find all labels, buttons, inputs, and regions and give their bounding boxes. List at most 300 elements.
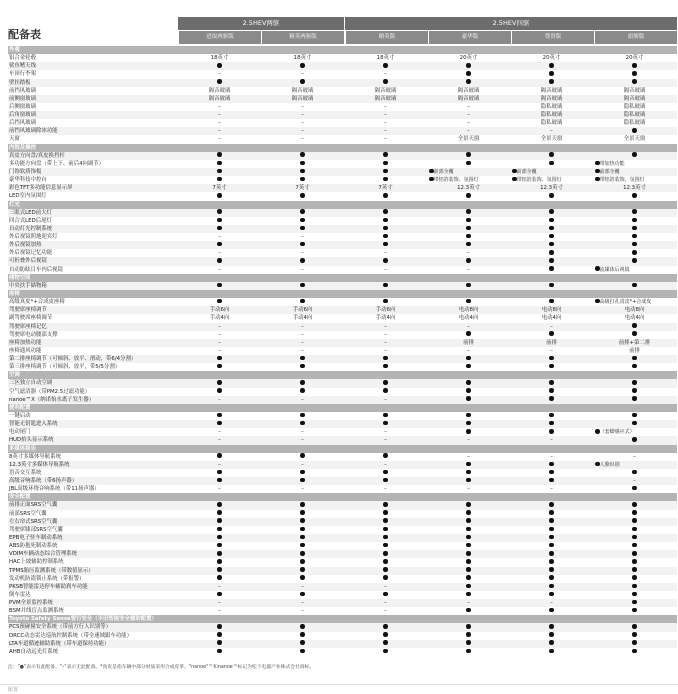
feature-label: 空气滤清器（带PM2.5过滤功能） <box>9 388 91 395</box>
table-cell: – <box>384 339 387 346</box>
table-cell <box>427 298 510 306</box>
table-cell: – <box>301 600 304 607</box>
table-cell <box>178 591 261 599</box>
feature-label: PVM全景监控系统 <box>9 600 53 607</box>
table-cell <box>427 160 510 168</box>
section-header-row <box>8 274 677 282</box>
bullet-icon <box>466 527 471 532</box>
table-cell: 隐私玻璃 <box>540 120 563 127</box>
table-cell <box>344 640 427 648</box>
table-cell <box>178 518 261 526</box>
bullet-icon <box>383 226 388 231</box>
table-cell <box>178 501 261 509</box>
table-cell <box>344 388 427 396</box>
table-cell <box>178 363 261 371</box>
table-cell <box>261 62 344 70</box>
bullet-icon <box>549 584 554 589</box>
table-cell <box>344 526 427 534</box>
table-cell: – <box>301 347 304 354</box>
table-row <box>8 168 677 176</box>
table-row <box>8 453 677 461</box>
table-cell <box>427 461 510 469</box>
table-cell: 隐私玻璃 <box>623 103 646 110</box>
section-header-row <box>8 493 677 501</box>
bullet-icon <box>217 543 222 548</box>
bullet-icon <box>383 177 388 182</box>
table-cell <box>178 168 261 176</box>
table-cell <box>344 282 427 290</box>
feature-label: TPMS胎压监测系统（带数值显示） <box>9 567 94 574</box>
bullet-icon <box>466 584 471 589</box>
section-label: 储物空间 <box>9 274 31 281</box>
cell-text: 带铝箔装饰、氛围灯 <box>516 177 562 184</box>
bullet-icon <box>549 575 554 580</box>
feature-label: HAC上坡辅助控制系统 <box>9 559 64 566</box>
table-cell <box>178 412 261 420</box>
table-cell: – <box>384 266 387 273</box>
table-row <box>8 526 677 534</box>
bullet-icon <box>217 63 222 68</box>
table-row <box>8 648 677 656</box>
table-cell <box>593 591 676 599</box>
bullet-icon <box>300 632 305 637</box>
bullet-icon <box>549 299 554 304</box>
table-cell <box>593 396 676 404</box>
table-cell <box>178 526 261 534</box>
bullet-icon <box>466 209 471 214</box>
table-cell <box>427 152 510 160</box>
bullet-icon <box>632 331 637 336</box>
table-cell <box>593 298 676 306</box>
table-cell <box>427 396 510 404</box>
bullet-icon <box>300 388 305 393</box>
table-cell <box>261 363 344 371</box>
table-cell <box>510 209 593 217</box>
table-cell <box>261 501 344 509</box>
table-row <box>8 388 677 396</box>
table-cell <box>593 388 676 396</box>
bullet-icon <box>300 79 305 84</box>
table-cell: – <box>384 128 387 135</box>
table-cell <box>427 176 510 184</box>
table-cell <box>510 412 593 420</box>
table-row <box>8 550 677 558</box>
table-cell <box>593 567 676 575</box>
table-row <box>8 477 677 485</box>
table-cell <box>593 176 676 184</box>
table-cell <box>593 640 676 648</box>
feature-label: 第三排座椅调节（可倾斜、放平，带5/5分割） <box>9 364 121 371</box>
table-cell: – <box>301 437 304 444</box>
feature-label: 驾驶席膝部SRS空气囊 <box>9 526 63 533</box>
bullet-icon <box>300 478 305 483</box>
bullet-icon <box>549 478 554 483</box>
table-cell <box>261 648 344 656</box>
bullet-icon <box>549 283 554 288</box>
table-cell <box>261 282 344 290</box>
table-cell <box>510 575 593 583</box>
table-cell <box>261 225 344 233</box>
table-row <box>8 160 677 168</box>
bullet-icon <box>466 226 471 231</box>
bullet-icon <box>632 608 637 613</box>
bullet-icon <box>300 218 305 223</box>
table-cell <box>593 558 676 566</box>
bullet-icon <box>632 388 637 393</box>
table-cell <box>344 575 427 583</box>
table-cell <box>593 461 676 469</box>
table-cell <box>427 355 510 363</box>
bullet-icon <box>383 470 388 475</box>
bullet-icon <box>466 242 471 247</box>
table-row <box>8 347 677 355</box>
bullet-icon <box>300 575 305 580</box>
table-cell <box>261 591 344 599</box>
bullet-icon <box>549 413 554 418</box>
table-cell: 隔音玻璃 <box>457 95 480 102</box>
table-cell <box>593 485 676 493</box>
bullet-icon <box>300 169 305 174</box>
table-cell <box>344 257 427 265</box>
bullet-icon <box>549 364 554 369</box>
table-cell <box>593 249 676 257</box>
feature-label: 前挡风玻璃除冰功能 <box>9 128 58 135</box>
table-cell <box>593 127 676 135</box>
bullet-icon <box>300 551 305 556</box>
table-cell <box>593 233 676 241</box>
feature-label: PKSB智能雷达停车辅助刹车功能 <box>9 583 88 590</box>
table-cell: – <box>384 136 387 143</box>
bullet-icon <box>466 502 471 507</box>
bullet-icon <box>300 510 305 515</box>
table-cell <box>510 420 593 428</box>
table-cell <box>427 567 510 575</box>
bullet-icon <box>549 266 554 271</box>
feature-label: HUD抬头显示系统 <box>9 437 54 444</box>
bullet-icon <box>217 218 222 223</box>
table-cell <box>593 510 676 518</box>
table-cell: 隐私玻璃 <box>540 112 563 119</box>
table-cell: – <box>384 486 387 493</box>
table-cell: 20英寸 <box>625 55 644 62</box>
feature-label: LED室内氛围灯 <box>9 193 47 200</box>
table-cell <box>427 217 510 225</box>
bullet-icon <box>632 250 637 255</box>
table-cell: – <box>301 103 304 110</box>
table-cell: 手动4向 <box>292 315 313 322</box>
bullet-icon <box>632 559 637 564</box>
table-cell <box>178 575 261 583</box>
table-cell <box>178 79 261 87</box>
table-cell <box>427 225 510 233</box>
feature-label: 铝合金轮毂 <box>9 55 36 62</box>
table-cell: 7英寸 <box>378 185 393 192</box>
bullet-icon <box>549 518 554 523</box>
bullet-icon <box>466 510 471 515</box>
bullet-icon <box>300 63 305 68</box>
table-cell: 18英寸 <box>210 55 229 62</box>
table-cell <box>510 266 593 274</box>
bullet-icon <box>632 640 637 645</box>
table-cell: 隔音玻璃 <box>623 95 646 102</box>
table-cell <box>427 363 510 371</box>
feature-label: 驾驶席电动腰部支撑 <box>9 331 58 338</box>
table-cell <box>510 70 593 78</box>
cell-text: 人脸识别 <box>599 461 620 468</box>
table-cell: – <box>633 478 636 485</box>
table-cell: – <box>384 608 387 615</box>
table-cell <box>593 363 676 371</box>
variant-header: 精英版 <box>345 31 428 44</box>
table-cell <box>261 477 344 485</box>
table-cell <box>344 225 427 233</box>
bullet-icon <box>549 502 554 507</box>
table-row <box>8 518 677 526</box>
table-cell <box>427 209 510 217</box>
table-cell: – <box>218 120 221 127</box>
bullet-icon <box>549 535 554 540</box>
table-cell <box>261 575 344 583</box>
table-row <box>8 257 677 265</box>
table-cell <box>344 62 427 70</box>
table-cell <box>344 623 427 631</box>
table-cell <box>510 542 593 550</box>
table-row <box>8 412 677 420</box>
bullet-icon <box>300 502 305 507</box>
table-cell <box>261 241 344 249</box>
table-header <box>178 17 677 45</box>
table-cell: – <box>467 323 470 330</box>
table-cell <box>510 282 593 290</box>
table-cell: – <box>467 453 470 460</box>
table-row <box>8 623 677 631</box>
table-cell <box>178 640 261 648</box>
bullet-icon <box>217 518 222 523</box>
bullet-icon <box>466 429 471 434</box>
bullet-icon <box>217 177 222 182</box>
bullet-icon <box>549 396 554 401</box>
table-cell <box>178 469 261 477</box>
bullet-icon <box>300 193 305 198</box>
feature-label: 豪华科技中控台 <box>9 177 47 184</box>
table-cell: 隔音玻璃 <box>374 95 397 102</box>
table-cell <box>178 388 261 396</box>
table-cell <box>178 623 261 631</box>
table-cell <box>178 477 261 485</box>
table-row <box>8 111 677 119</box>
table-cell <box>427 477 510 485</box>
feature-label: 倒车雷达 <box>9 591 31 598</box>
table-cell: 全景天窗 <box>623 136 646 143</box>
table-cell <box>510 558 593 566</box>
table-row <box>8 225 677 233</box>
cell-text: 前部全覆 <box>433 169 454 175</box>
table-cell <box>427 607 510 615</box>
feature-label: 外后视镜记忆功能 <box>9 250 53 257</box>
table-cell <box>593 160 676 168</box>
table-cell: – <box>218 437 221 444</box>
bullet-icon <box>383 209 388 214</box>
section-label: 空调 <box>9 372 20 379</box>
table-cell: – <box>218 128 221 135</box>
table-cell <box>510 225 593 233</box>
feature-label: 后挡风玻璃 <box>9 120 36 127</box>
bullet-icon <box>466 299 471 304</box>
bullet-icon <box>632 551 637 556</box>
group-header-4wd: 2.5HEV四驱 <box>345 17 677 30</box>
table-cell <box>510 534 593 542</box>
bullet-icon <box>549 632 554 637</box>
table-row <box>8 534 677 542</box>
bullet-icon <box>632 567 637 572</box>
table-cell <box>427 632 510 640</box>
table-cell <box>344 420 427 428</box>
bullet-icon <box>300 364 305 369</box>
feature-label: 自动灯光控制系统 <box>9 225 53 232</box>
table-cell <box>344 542 427 550</box>
bullet-icon <box>300 421 305 426</box>
table-cell <box>344 217 427 225</box>
table-cell <box>261 79 344 87</box>
bullet-icon <box>383 299 388 304</box>
feature-label: 智能无钥匙进入系统 <box>9 421 58 428</box>
table-cell <box>593 79 676 87</box>
table-cell: – <box>384 112 387 119</box>
bullet-icon <box>383 518 388 523</box>
section-label: 灯光 <box>9 201 20 208</box>
bullet-icon <box>217 624 222 629</box>
table-cell <box>427 558 510 566</box>
table-cell <box>510 428 593 436</box>
table-cell: – <box>218 396 221 403</box>
bullet-icon <box>217 649 222 654</box>
feature-label: 高级真皮*+合成皮座椅 <box>9 299 65 306</box>
table-cell <box>261 355 344 363</box>
table-row <box>8 420 677 428</box>
table-cell <box>510 461 593 469</box>
table-cell <box>178 567 261 575</box>
feature-label: AHB自动远光灯系统 <box>9 648 59 655</box>
table-cell <box>261 160 344 168</box>
table-cell <box>344 160 427 168</box>
table-cell <box>344 379 427 387</box>
bullet-icon <box>300 283 305 288</box>
bullet-icon <box>383 193 388 198</box>
table-cell: – <box>384 347 387 354</box>
table-cell <box>344 477 427 485</box>
feature-label: DRCC动态雷达巡航控制系统（带全速域跟车功能） <box>9 632 132 639</box>
table-row <box>8 233 677 241</box>
table-row <box>8 314 677 322</box>
table-cell: – <box>218 600 221 607</box>
feature-label: 发动机防盗锁止系统（带报警） <box>9 575 85 582</box>
bullet-icon <box>383 218 388 223</box>
table-cell: 手动6向 <box>375 307 396 314</box>
table-row <box>8 428 677 436</box>
bullet-icon <box>383 283 388 288</box>
table-cell: – <box>218 608 221 615</box>
table-cell <box>178 510 261 518</box>
section-header-row <box>8 290 677 298</box>
table-row <box>8 70 677 78</box>
table-cell <box>261 209 344 217</box>
table-cell: – <box>301 608 304 615</box>
bullet-icon <box>300 527 305 532</box>
bullet-icon <box>632 283 637 288</box>
bullet-icon <box>549 356 554 361</box>
bullet-icon <box>300 209 305 214</box>
table-cell <box>510 632 593 640</box>
bullet-icon <box>383 502 388 507</box>
bullet-icon <box>632 323 637 328</box>
bullet-icon <box>217 388 222 393</box>
bullet-icon <box>383 453 388 458</box>
table-cell <box>510 331 593 339</box>
table-cell <box>178 192 261 200</box>
table-cell: – <box>301 339 304 346</box>
bullet-icon <box>466 258 471 263</box>
table-cell <box>427 62 510 70</box>
table-cell <box>344 355 427 363</box>
bullet-icon <box>632 218 637 223</box>
table-cell: – <box>467 600 470 607</box>
table-cell <box>344 534 427 542</box>
table-cell <box>593 550 676 558</box>
bullet-icon <box>632 437 637 442</box>
table-cell: – <box>301 71 304 78</box>
bullet-icon <box>383 388 388 393</box>
table-row <box>8 103 677 111</box>
feature-label: 前挡风玻璃 <box>9 87 36 94</box>
table-row <box>8 567 677 575</box>
table-cell: – <box>550 323 553 330</box>
bullet-icon <box>466 356 471 361</box>
feature-label: 门饰软质饰板 <box>9 169 42 175</box>
table-cell: – <box>218 250 221 257</box>
bullet-icon <box>466 559 471 564</box>
feature-label: LTA车道循迹辅助系统（带车道保持功能） <box>9 640 110 647</box>
table-cell: 隔音玻璃 <box>374 87 397 94</box>
table-cell <box>261 412 344 420</box>
table-cell <box>593 282 676 290</box>
bullet-icon <box>466 152 471 157</box>
bullet-icon <box>466 71 471 76</box>
feature-label: JBL高级环绕音响系统（带11扬声器） <box>9 486 100 493</box>
table-cell: – <box>301 323 304 330</box>
table-cell <box>593 534 676 542</box>
table-cell <box>261 152 344 160</box>
table-cell: 20英寸 <box>542 55 561 62</box>
bullet-icon <box>383 535 388 540</box>
section-header-row <box>8 144 677 152</box>
bullet-icon <box>466 161 471 166</box>
table-cell <box>510 526 593 534</box>
bullet-icon <box>466 462 471 467</box>
bullet-icon <box>383 592 388 597</box>
cell-text: 高级打孔真皮*+合成皮 <box>599 299 652 306</box>
bullet-icon <box>300 161 305 166</box>
variant-header: 精英两驱版 <box>261 31 344 44</box>
table-cell: – <box>218 323 221 330</box>
bullet-icon <box>549 209 554 214</box>
feature-label: 中央扶手储物箱 <box>9 282 47 289</box>
bullet-icon <box>217 226 222 231</box>
table-cell <box>593 518 676 526</box>
section-label: 多媒体娱乐 <box>9 445 36 452</box>
table-cell: – <box>633 453 636 460</box>
table-cell <box>178 257 261 265</box>
table-row <box>8 217 677 225</box>
